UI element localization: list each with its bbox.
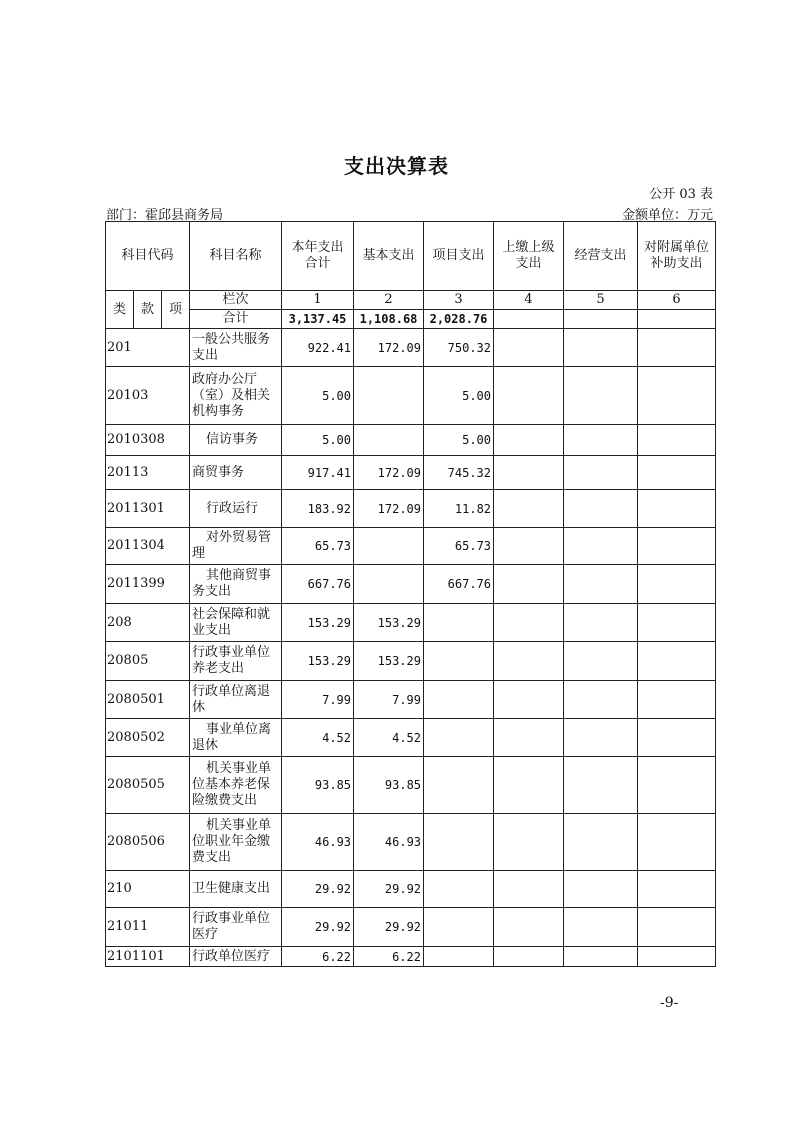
table-row <box>106 947 716 967</box>
total-amount: 5.00 <box>282 367 354 425</box>
table-row <box>106 719 716 757</box>
total-amount: 46.93 <box>282 814 354 871</box>
project-amount <box>424 757 494 814</box>
table-row <box>106 329 716 367</box>
total-amount: 153.29 <box>282 642 354 681</box>
table-row <box>106 456 716 490</box>
col-number-3: 3 <box>424 291 494 310</box>
project-amount <box>424 719 494 757</box>
subject-name: 事业单位离退休 <box>190 719 282 757</box>
col-number-5: 5 <box>564 291 638 310</box>
table-row <box>106 490 716 528</box>
table-row <box>106 871 716 908</box>
subject-name: 行政事业单位医疗 <box>190 908 282 947</box>
project-amount <box>424 604 494 642</box>
header-xiang: 项 <box>162 291 190 329</box>
basic-amount: 29.92 <box>354 871 424 908</box>
subject-name: 行政事业单位养老支出 <box>190 642 282 681</box>
basic-amount <box>354 528 424 565</box>
subject-name: 一般公共服务支出 <box>190 329 282 367</box>
subject-name: 政府办公厅（室）及相关机构事务 <box>190 367 282 425</box>
total-amount: 7.99 <box>282 681 354 719</box>
sum-basic: 1,108.68 <box>354 310 424 329</box>
basic-amount: 153.29 <box>354 642 424 681</box>
subject-code: 210 <box>106 871 190 908</box>
total-amount: 183.92 <box>282 490 354 528</box>
basic-amount <box>354 425 424 456</box>
project-amount: 11.82 <box>424 490 494 528</box>
col-number-1: 1 <box>282 291 354 310</box>
header-lei: 类 <box>106 291 134 329</box>
col-number-4: 4 <box>494 291 564 310</box>
sum-project: 2,028.76 <box>424 310 494 329</box>
subject-code: 2011399 <box>106 565 190 604</box>
project-amount <box>424 908 494 947</box>
total-amount: 29.92 <box>282 908 354 947</box>
subject-code: 21011 <box>106 908 190 947</box>
basic-amount: 46.93 <box>354 814 424 871</box>
project-amount: 5.00 <box>424 367 494 425</box>
subject-code: 20113 <box>106 456 190 490</box>
table-row <box>106 425 716 456</box>
subject-code: 20103 <box>106 367 190 425</box>
basic-amount <box>354 367 424 425</box>
subject-code: 201 <box>106 329 190 367</box>
sum-label: 合计 <box>190 310 282 329</box>
table-row <box>106 367 716 425</box>
subject-name: 商贸事务 <box>190 456 282 490</box>
project-amount: 5.00 <box>424 425 494 456</box>
header-subsidiary: 对附属单位 补助支出 <box>638 222 716 291</box>
header-business: 经营支出 <box>564 222 638 291</box>
subject-name: 机关事业单位基本养老保险缴费支出 <box>190 757 282 814</box>
header-kuan: 款 <box>134 291 162 329</box>
basic-amount: 172.09 <box>354 456 424 490</box>
subject-code: 2010308 <box>106 425 190 456</box>
table-row <box>106 528 716 565</box>
total-amount: 4.52 <box>282 719 354 757</box>
subject-name: 行政单位医疗 <box>190 947 282 967</box>
header-basic: 基本支出 <box>354 222 424 291</box>
subject-code: 2011301 <box>106 490 190 528</box>
subject-name: 其他商贸事务支出 <box>190 565 282 604</box>
table-row <box>106 908 716 947</box>
subject-code: 2080501 <box>106 681 190 719</box>
subject-name: 机关事业单位职业年金缴费支出 <box>190 814 282 871</box>
subject-name: 卫生健康支出 <box>190 871 282 908</box>
total-amount: 922.41 <box>282 329 354 367</box>
table-row <box>106 565 716 604</box>
total-amount: 29.92 <box>282 871 354 908</box>
header-code: 科目代码 <box>106 222 190 291</box>
subject-code: 20805 <box>106 642 190 681</box>
col-number-2: 2 <box>354 291 424 310</box>
subject-code: 2011304 <box>106 528 190 565</box>
total-amount: 5.00 <box>282 425 354 456</box>
subject-name: 行政单位离退休 <box>190 681 282 719</box>
subject-code: 2080505 <box>106 757 190 814</box>
project-amount: 745.32 <box>424 456 494 490</box>
table-row <box>106 757 716 814</box>
project-amount: 750.32 <box>424 329 494 367</box>
project-amount: 65.73 <box>424 528 494 565</box>
project-amount <box>424 681 494 719</box>
header-total: 本年支出 合计 <box>282 222 354 291</box>
expenditure-table <box>105 221 716 967</box>
subject-code: 2080502 <box>106 719 190 757</box>
department-label: 部门：霍邱县商务局 <box>106 208 224 223</box>
project-amount <box>424 947 494 967</box>
subject-code: 2101101 <box>106 947 190 967</box>
total-amount: 6.22 <box>282 947 354 967</box>
total-amount: 667.76 <box>282 565 354 604</box>
basic-amount: 153.29 <box>354 604 424 642</box>
subject-name: 对外贸易管理 <box>190 528 282 565</box>
header-lanci: 栏次 <box>190 291 282 310</box>
table-row <box>106 681 716 719</box>
total-amount: 93.85 <box>282 757 354 814</box>
subject-code: 2080506 <box>106 814 190 871</box>
subject-name: 信访事务 <box>190 425 282 456</box>
project-amount: 667.76 <box>424 565 494 604</box>
total-amount: 65.73 <box>282 528 354 565</box>
header-upper: 上缴上级 支出 <box>494 222 564 291</box>
project-amount <box>424 642 494 681</box>
subject-name: 行政运行 <box>190 490 282 528</box>
page-title: 支出决算表 <box>344 154 449 178</box>
unit-label: 金额单位：万元 <box>621 208 713 223</box>
total-amount: 153.29 <box>282 604 354 642</box>
table-row <box>106 642 716 681</box>
basic-amount: 7.99 <box>354 681 424 719</box>
total-amount: 917.41 <box>282 456 354 490</box>
basic-amount: 4.52 <box>354 719 424 757</box>
basic-amount <box>354 565 424 604</box>
basic-amount: 93.85 <box>354 757 424 814</box>
header-name: 科目名称 <box>190 222 282 291</box>
col-number-6: 6 <box>638 291 716 310</box>
basic-amount: 6.22 <box>354 947 424 967</box>
subject-code: 208 <box>106 604 190 642</box>
sum-total: 3,137.45 <box>282 310 354 329</box>
subject-name: 社会保障和就业支出 <box>190 604 282 642</box>
header-project: 项目支出 <box>424 222 494 291</box>
table-row <box>106 604 716 642</box>
page-number: -9- <box>660 995 679 1011</box>
table-row <box>106 814 716 871</box>
basic-amount: 172.09 <box>354 329 424 367</box>
basic-amount: 29.92 <box>354 908 424 947</box>
project-amount <box>424 814 494 871</box>
form-number: 公开 03 表 <box>649 187 713 202</box>
project-amount <box>424 871 494 908</box>
basic-amount: 172.09 <box>354 490 424 528</box>
